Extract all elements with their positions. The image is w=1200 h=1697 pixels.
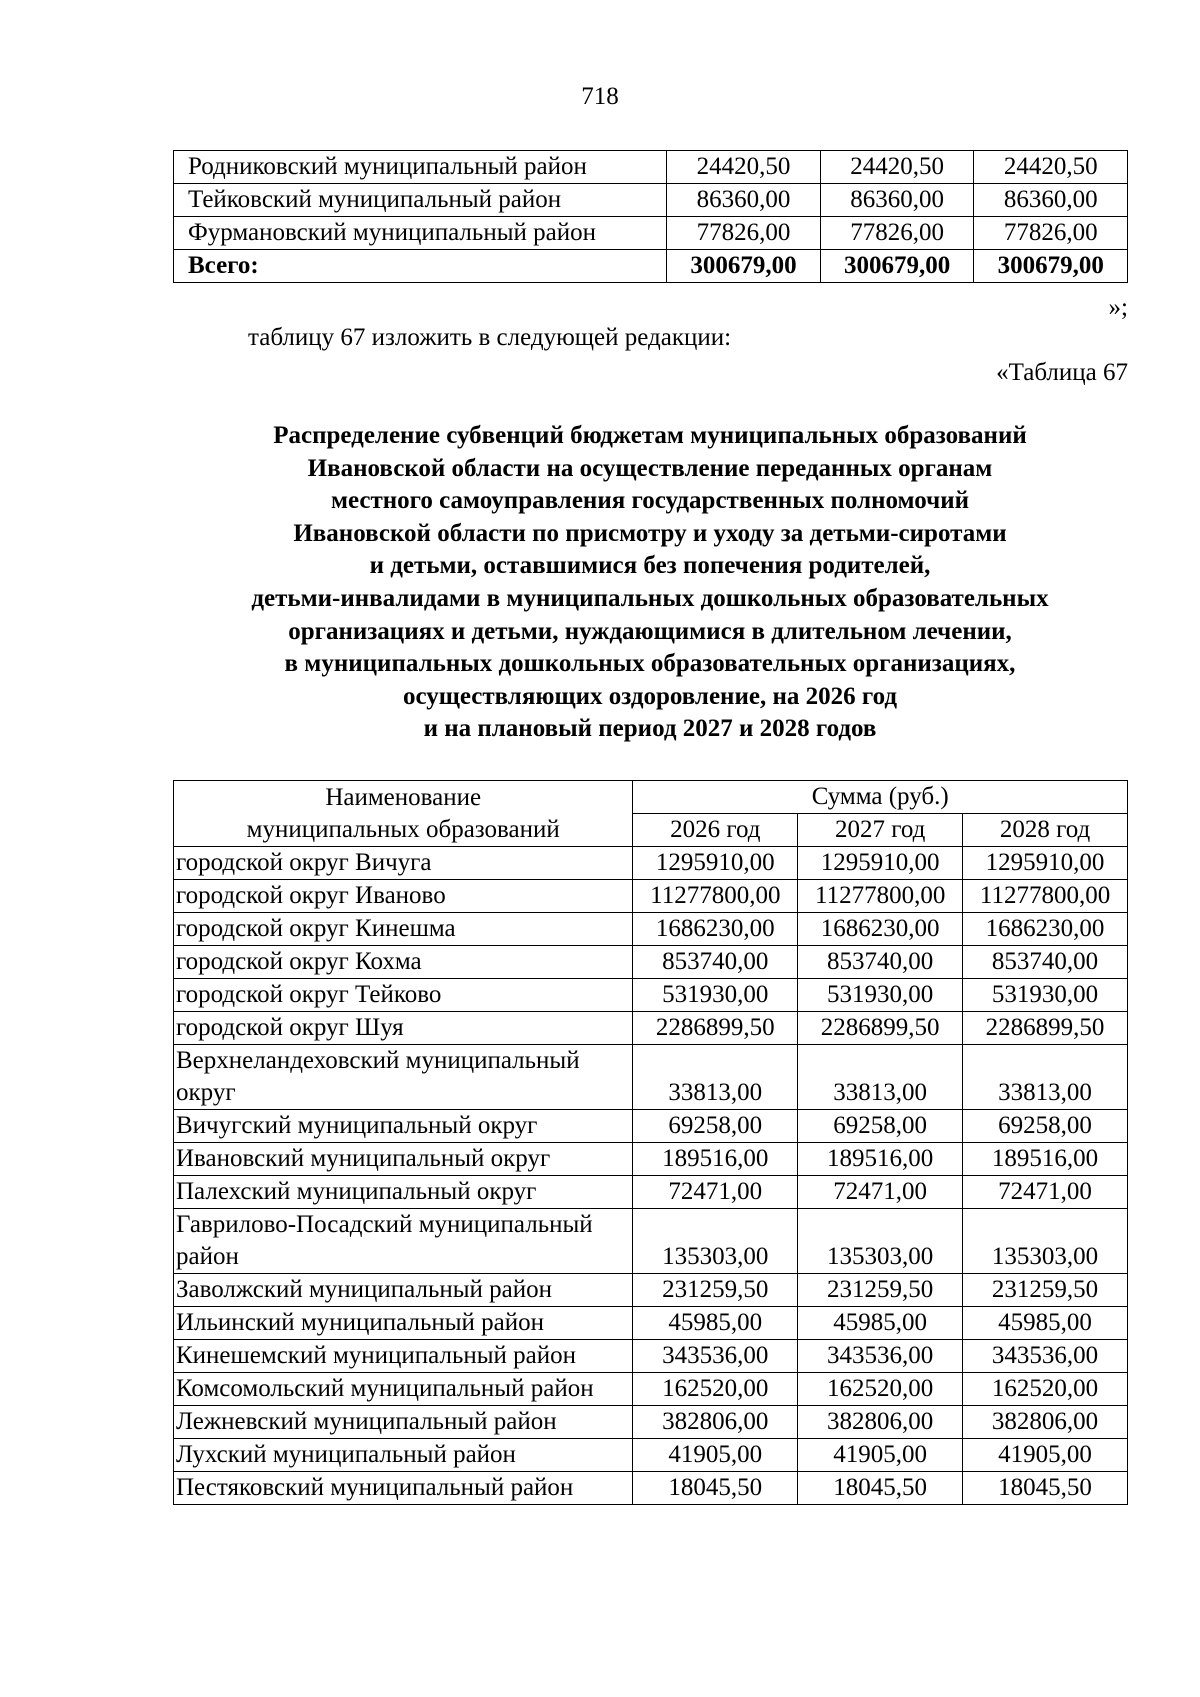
table-row (174, 1340, 1128, 1373)
value-2028-cell: 33813,00 (963, 1045, 1128, 1110)
table-row (174, 184, 1128, 217)
value-2028-cell: 343536,00 (963, 1340, 1128, 1373)
value-2028-cell: 1295910,00 (963, 847, 1128, 880)
total-label-cell: Всего: (174, 250, 667, 283)
row-name-cell: городской округ Вичуга (174, 847, 633, 880)
value-2027-cell: 853740,00 (798, 946, 963, 979)
table-row (174, 1406, 1128, 1439)
row-name-cell: городской округ Тейково (174, 979, 633, 1012)
value-2026-cell: 382806,00 (633, 1406, 798, 1439)
header-year-2026: 2026 год (633, 814, 798, 847)
page-number: 718 (581, 83, 619, 110)
value-2026-cell: 135303,00 (633, 1209, 798, 1274)
value-2027-cell: 18045,50 (798, 1472, 963, 1505)
value-2027-cell: 135303,00 (798, 1209, 963, 1274)
closing-quote: »; (1108, 294, 1128, 321)
table-row (174, 1110, 1128, 1143)
total-2028-cell: 300679,00 (974, 250, 1128, 283)
value-2027-cell: 1295910,00 (798, 847, 963, 880)
value-2028-cell: 382806,00 (963, 1406, 1128, 1439)
table-row (174, 1143, 1128, 1176)
value-2027-cell: 69258,00 (798, 1110, 963, 1143)
value-2026-cell: 2286899,50 (633, 1012, 798, 1045)
value-2026-cell: 18045,50 (633, 1472, 798, 1505)
table-row (174, 1439, 1128, 1472)
table-row (174, 946, 1128, 979)
value-2027-cell: 77826,00 (820, 217, 974, 250)
row-name-cell: Лухский муниципальный район (174, 1439, 633, 1472)
value-2028-cell: 853740,00 (963, 946, 1128, 979)
table-title (150, 420, 1150, 746)
total-2026-cell: 300679,00 (667, 250, 821, 283)
value-2027-cell: 231259,50 (798, 1274, 963, 1307)
value-2028-cell: 69258,00 (963, 1110, 1128, 1143)
value-2026-cell: 72471,00 (633, 1176, 798, 1209)
row-name-cell: Палехский муниципальный округ (174, 1176, 633, 1209)
value-2027-cell: 382806,00 (798, 1406, 963, 1439)
row-name-cell: Верхнеландеховский муниципальный округ (174, 1045, 633, 1110)
value-2026-cell: 189516,00 (633, 1143, 798, 1176)
value-2027-cell: 33813,00 (798, 1045, 963, 1110)
value-2026-cell: 231259,50 (633, 1274, 798, 1307)
table-row (174, 847, 1128, 880)
value-2028-cell: 77826,00 (974, 217, 1128, 250)
value-2026-cell: 86360,00 (667, 184, 821, 217)
value-2028-cell: 162520,00 (963, 1373, 1128, 1406)
value-2026-cell: 1686230,00 (633, 913, 798, 946)
total-2027-cell: 300679,00 (820, 250, 974, 283)
value-2027-cell: 2286899,50 (798, 1012, 963, 1045)
value-2027-cell: 24420,50 (820, 151, 974, 184)
row-name-cell: Лежневский муниципальный район (174, 1406, 633, 1439)
row-name-cell: Фурмановский муниципальный район (174, 217, 667, 250)
row-name-cell: городской округ Шуя (174, 1012, 633, 1045)
table-label: «Таблица 67 (996, 359, 1128, 386)
header-name-cell (174, 781, 633, 847)
value-2026-cell: 24420,50 (667, 151, 821, 184)
value-2028-cell: 11277800,00 (963, 880, 1128, 913)
row-name-cell: городской округ Кохма (174, 946, 633, 979)
title-line: местного самоуправления государственных полномочий (330, 487, 970, 515)
title-line: и на плановый период 2027 и 2028 годов (423, 715, 877, 743)
value-2028-cell: 18045,50 (963, 1472, 1128, 1505)
value-2028-cell: 2286899,50 (963, 1012, 1128, 1045)
value-2028-cell: 189516,00 (963, 1143, 1128, 1176)
value-2026-cell: 162520,00 (633, 1373, 798, 1406)
value-2027-cell: 531930,00 (798, 979, 963, 1012)
row-name-cell: Кинешемский муниципальный район (174, 1340, 633, 1373)
title-line: организациях и детьми, нуждающимися в длительном лечении, (288, 617, 1012, 645)
row-name-cell: Родниковский муниципальный район (174, 151, 667, 184)
value-2027-cell: 72471,00 (798, 1176, 963, 1209)
table-row (174, 1209, 1128, 1274)
row-name-cell: городской округ Кинешма (174, 913, 633, 946)
row-name-cell: городской округ Иваново (174, 880, 633, 913)
value-2026-cell: 11277800,00 (633, 880, 798, 913)
value-2026-cell: 531930,00 (633, 979, 798, 1012)
instruction-text: таблицу 67 изложить в следующей редакции: (248, 324, 732, 351)
value-2026-cell: 1295910,00 (633, 847, 798, 880)
row-name-cell: Ивановский муниципальный округ (174, 1143, 633, 1176)
value-2027-cell: 1686230,00 (798, 913, 963, 946)
value-2028-cell: 41905,00 (963, 1439, 1128, 1472)
value-2028-cell: 72471,00 (963, 1176, 1128, 1209)
title-line: Распределение субвенций бюджетам муниципальных образований (273, 422, 1027, 449)
row-name-cell: Пестяковский муниципальный район (174, 1472, 633, 1505)
main-table (173, 780, 1128, 1505)
title-line: и детьми, оставшимися без попечения родителей, (369, 552, 931, 580)
top-table (173, 150, 1128, 283)
header-year-2028: 2028 год (963, 814, 1128, 847)
row-name-cell: Заволжский муниципальный район (174, 1274, 633, 1307)
title-line: осуществляющих оздоровление, на 2026 год (402, 682, 898, 710)
value-2027-cell: 189516,00 (798, 1143, 963, 1176)
table-row (174, 1176, 1128, 1209)
value-2027-cell: 86360,00 (820, 184, 974, 217)
header-name-line1: Наименование (325, 783, 482, 811)
value-2028-cell: 86360,00 (974, 184, 1128, 217)
value-2026-cell: 343536,00 (633, 1340, 798, 1373)
table-row (174, 1307, 1128, 1340)
value-2028-cell: 1686230,00 (963, 913, 1128, 946)
row-name-cell: Тейковский муниципальный район (174, 184, 667, 217)
title-line: Ивановской области по присмотру и уходу за детьми-сиротами (293, 519, 1007, 547)
value-2026-cell: 69258,00 (633, 1110, 798, 1143)
title-line: детьми-инвалидами в муниципальных дошкольных образовательных (251, 584, 1049, 612)
table-row (174, 151, 1128, 184)
value-2027-cell: 11277800,00 (798, 880, 963, 913)
header-sum: Сумма (руб.) (633, 781, 1128, 814)
header-row (174, 781, 1128, 814)
value-2028-cell: 231259,50 (963, 1274, 1128, 1307)
value-2027-cell: 45985,00 (798, 1307, 963, 1340)
title-line: Ивановской области на осуществление переданных органам (307, 454, 993, 482)
value-2026-cell: 853740,00 (633, 946, 798, 979)
value-2026-cell: 45985,00 (633, 1307, 798, 1340)
table-row (174, 979, 1128, 1012)
row-name-cell: Вичугский муниципальный округ (174, 1110, 633, 1143)
value-2026-cell: 33813,00 (633, 1045, 798, 1110)
header-year-2027: 2027 год (798, 814, 963, 847)
value-2026-cell: 77826,00 (667, 217, 821, 250)
table-row (174, 1274, 1128, 1307)
value-2026-cell: 41905,00 (633, 1439, 798, 1472)
table-row (174, 1012, 1128, 1045)
value-2028-cell: 45985,00 (963, 1307, 1128, 1340)
header-name-line2: муниципальных образований (246, 815, 560, 843)
value-2027-cell: 41905,00 (798, 1439, 963, 1472)
title-line: в муниципальных дошкольных образовательных организациях, (284, 650, 1016, 678)
value-2028-cell: 531930,00 (963, 979, 1128, 1012)
value-2028-cell: 24420,50 (974, 151, 1128, 184)
table-row (174, 1373, 1128, 1406)
table-row (174, 1472, 1128, 1505)
value-2028-cell: 135303,00 (963, 1209, 1128, 1274)
total-row (174, 250, 1128, 283)
value-2027-cell: 343536,00 (798, 1340, 963, 1373)
row-name-cell: Гаврилово-Посадский муниципальный район (174, 1209, 633, 1274)
row-name-cell: Комсомольский муниципальный район (174, 1373, 633, 1406)
table-row (174, 913, 1128, 946)
table-row (174, 217, 1128, 250)
table-row (174, 1045, 1128, 1110)
row-name-cell: Ильинский муниципальный район (174, 1307, 633, 1340)
table-row (174, 880, 1128, 913)
value-2027-cell: 162520,00 (798, 1373, 963, 1406)
